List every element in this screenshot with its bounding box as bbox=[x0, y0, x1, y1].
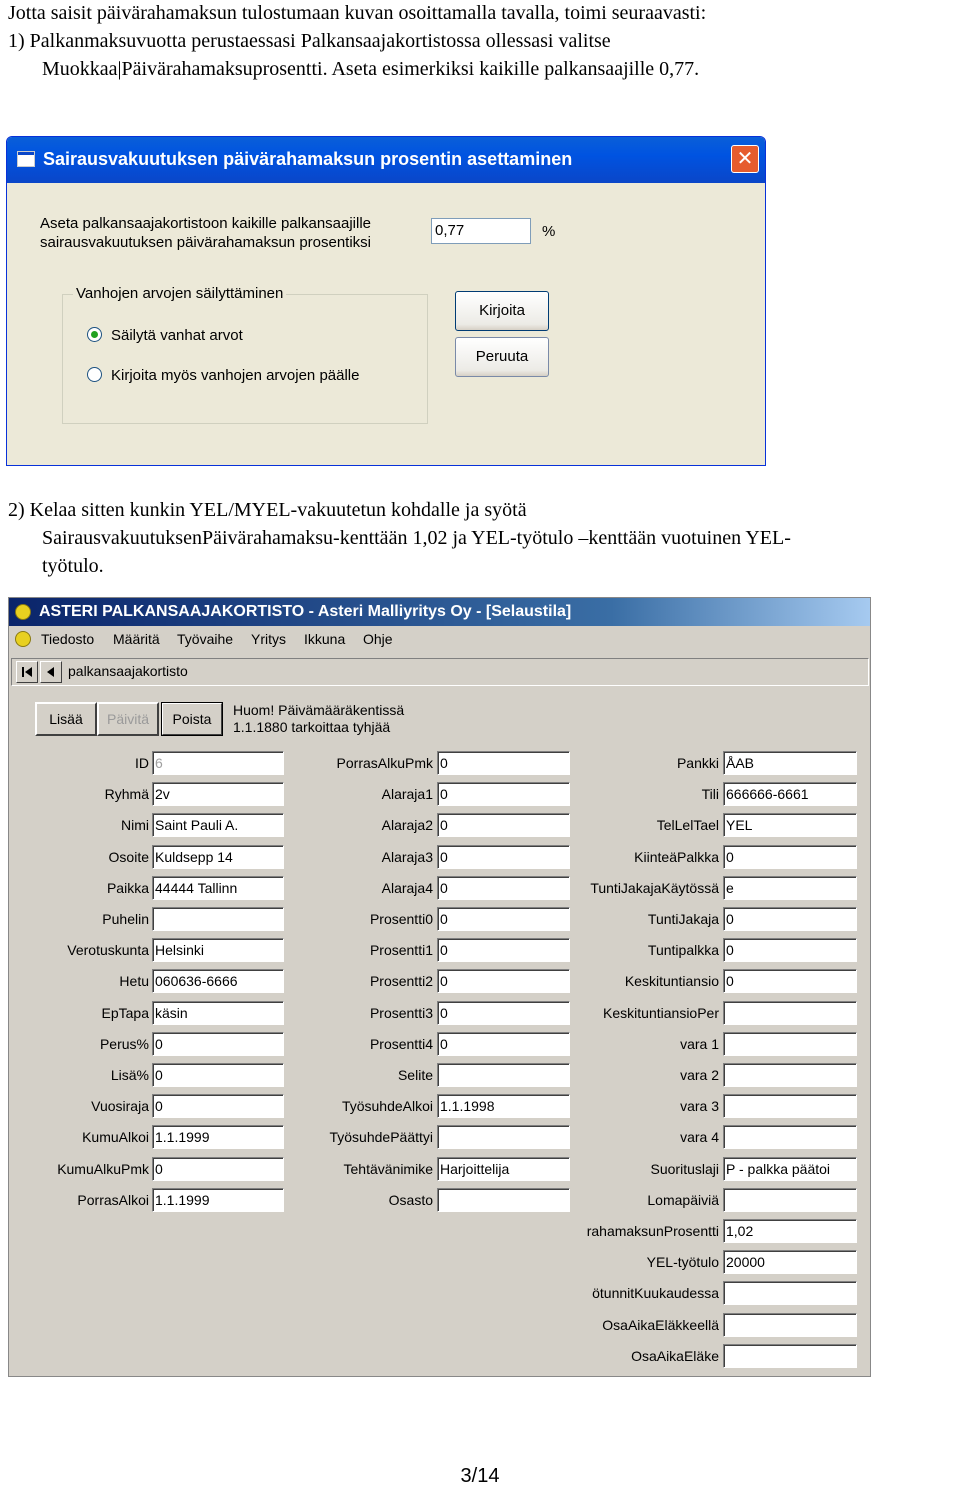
col1-field-input[interactable]: 0 bbox=[152, 1094, 284, 1118]
write-button[interactable]: Kirjoita bbox=[455, 291, 549, 331]
col2-field-label: Selite bbox=[397, 1067, 433, 1083]
col2-field-label: PorrasAlkuPmk bbox=[336, 755, 433, 771]
app-menu-icon bbox=[15, 631, 31, 647]
col3-field-label: Pankki bbox=[676, 755, 719, 771]
col2-field-input[interactable]: 1.1.1998 bbox=[437, 1094, 570, 1118]
col2-field-label: Prosentti1 bbox=[369, 942, 433, 958]
col2-field-label: TyösuhdeAlkoi bbox=[341, 1098, 433, 1114]
col2-field-input[interactable] bbox=[437, 1188, 570, 1212]
step2-line1: 2) Kelaa sitten kunkin YEL/MYEL-vakuutetun kohdalle ja syötä bbox=[8, 499, 527, 521]
col2-field-input[interactable]: 0 bbox=[437, 907, 570, 931]
col3-field-label: Tuntipalkka bbox=[647, 942, 719, 958]
col2-field-input[interactable]: 0 bbox=[437, 969, 570, 993]
col2-field-label: Prosentti0 bbox=[369, 911, 433, 927]
col3-field-label: TelLelTael bbox=[656, 817, 719, 833]
prompt-line1: Aseta palkansaajakortistoon kaikille palkansaajille bbox=[40, 215, 372, 232]
col3-field-input[interactable]: 0 bbox=[723, 938, 857, 962]
step1-line1: 1) Palkanmaksuvuotta perustaessasi Palkansaajakortistossa ollessasi valitse bbox=[8, 30, 611, 52]
col1-field-input[interactable]: Helsinki bbox=[152, 938, 284, 962]
intro-text: Jotta saisit päivärahamaksun tulostumaan kuvan osoittamalla tavalla, toimi seuraavasti: bbox=[8, 2, 707, 24]
col3-field-input[interactable] bbox=[723, 1094, 857, 1118]
menu-bar bbox=[9, 626, 870, 652]
col2-field-label: Tehtävänimike bbox=[343, 1161, 433, 1177]
col3-field-input[interactable]: P - palkka päätoi bbox=[723, 1157, 857, 1181]
menu-ohje[interactable]: Ohje bbox=[363, 631, 393, 647]
col2-field-input[interactable]: 0 bbox=[437, 938, 570, 962]
col2-field-label: Alaraja4 bbox=[381, 880, 433, 896]
col3-field-input[interactable] bbox=[723, 1125, 857, 1149]
col2-field-input[interactable]: Harjoittelija bbox=[437, 1157, 570, 1181]
close-icon[interactable]: ✕ bbox=[731, 145, 759, 173]
col3-field-input[interactable] bbox=[723, 1344, 857, 1368]
col2-field-label: Osasto bbox=[388, 1192, 433, 1208]
col1-field-input[interactable]: Saint Pauli A. bbox=[152, 813, 284, 837]
col3-field-input[interactable]: 0 bbox=[723, 845, 857, 869]
col1-field-input[interactable]: 1.1.1999 bbox=[152, 1125, 284, 1149]
window-titlebar bbox=[9, 598, 870, 626]
col3-field-input[interactable]: YEL bbox=[723, 813, 857, 837]
col3-field-label: OsaAikaEläkkeellä bbox=[602, 1317, 719, 1333]
col1-field-label: Hetu bbox=[119, 973, 149, 989]
col1-field-label: Osoite bbox=[108, 849, 149, 865]
col1-field-input[interactable]: 2v bbox=[152, 782, 284, 806]
col1-field-input[interactable]: Kuldsepp 14 bbox=[152, 845, 284, 869]
col3-field-input[interactable]: e bbox=[723, 876, 857, 900]
col1-field-input[interactable]: 6 bbox=[152, 751, 284, 775]
add-button[interactable]: Lisää bbox=[35, 702, 97, 736]
col3-field-input[interactable] bbox=[723, 1281, 857, 1305]
col3-field-label: Lomapäiviä bbox=[647, 1192, 719, 1208]
col2-field-label: Alaraja3 bbox=[381, 849, 433, 865]
window-icon bbox=[17, 151, 35, 167]
col1-field-label: Puhelin bbox=[102, 911, 149, 927]
col1-field-label: Vuosiraja bbox=[91, 1098, 149, 1114]
col3-field-label: vara 1 bbox=[680, 1036, 719, 1052]
col2-field-input[interactable]: 0 bbox=[437, 782, 570, 806]
col3-field-label: Keskituntiansio bbox=[624, 973, 719, 989]
col3-field-label: OsaAikaEläke bbox=[631, 1348, 719, 1364]
cancel-button[interactable]: Peruuta bbox=[455, 337, 549, 377]
col1-field-input[interactable]: 0 bbox=[152, 1032, 284, 1056]
col3-field-label: KeskituntiansioPer bbox=[603, 1005, 719, 1021]
col3-field-input[interactable]: 666666-6661 bbox=[723, 782, 857, 806]
col3-field-label: rahamaksunProsentti bbox=[586, 1223, 719, 1239]
col1-field-label: PorrasAlkoi bbox=[77, 1192, 149, 1208]
prompt-line2: sairausvakuutuksen päivärahamaksun prosentiksi bbox=[40, 234, 372, 251]
percent-sign: % bbox=[542, 223, 556, 240]
col2-field-label: TyösuhdePäättyi bbox=[329, 1129, 433, 1145]
keep-values-group bbox=[62, 285, 428, 424]
col1-field-input[interactable]: käsin bbox=[152, 1001, 284, 1025]
col1-field-input[interactable]: 060636-6666 bbox=[152, 969, 284, 993]
step1-line2: Muokkaa|Päivärahamaksuprosentti. Aseta esimerkiksi kaikille palkansaajille 0,77. bbox=[42, 58, 700, 80]
col2-field-label: Prosentti3 bbox=[369, 1005, 433, 1021]
col2-field-label: Alaraja1 bbox=[381, 786, 433, 802]
col3-field-input[interactable] bbox=[723, 1063, 857, 1087]
col2-field-input[interactable] bbox=[437, 1125, 570, 1149]
col3-field-label: TuntiJakajaKäytössä bbox=[590, 880, 719, 896]
group-title: Vanhojen arvojen säilyttäminen bbox=[73, 285, 286, 302]
dialog-title: Sairausvakuutuksen päivärahamaksun prosentin asettaminen bbox=[43, 149, 573, 169]
first-record-icon[interactable] bbox=[16, 661, 38, 683]
menu-tyovaihe[interactable]: Työvaihe bbox=[177, 631, 234, 647]
radio-selected-icon bbox=[87, 327, 102, 342]
col3-field-input[interactable]: 1,02 bbox=[723, 1219, 857, 1243]
record-navigator bbox=[11, 658, 869, 686]
col3-field-input[interactable]: ÅAB bbox=[723, 751, 857, 775]
col1-field-label: EpTapa bbox=[101, 1005, 149, 1021]
col3-field-label: ötunnitKuukaudessa bbox=[592, 1285, 719, 1301]
radio-keep[interactable]: Säilytä vanhat arvot bbox=[87, 327, 243, 344]
col3-field-label: KiinteäPalkka bbox=[634, 849, 719, 865]
percent-dialog bbox=[6, 136, 766, 466]
menu-ikkuna[interactable]: Ikkuna bbox=[304, 631, 346, 647]
col3-field-input[interactable] bbox=[723, 1001, 857, 1025]
date-note: Huom! Päivämääräkentissä 1.1.1880 tarkoittaa tyhjää bbox=[233, 702, 405, 735]
col3-field-label: vara 2 bbox=[680, 1067, 719, 1083]
col2-field-input[interactable]: 0 bbox=[437, 813, 570, 837]
percent-input[interactable]: 0,77 bbox=[431, 218, 531, 244]
dialog-titlebar bbox=[7, 137, 765, 183]
menu-yritys[interactable]: Yritys bbox=[251, 631, 286, 647]
col3-field-label: TuntiJakaja bbox=[647, 911, 719, 927]
col3-field-input[interactable] bbox=[723, 1313, 857, 1337]
col3-field-label: Suoritusl​aji bbox=[650, 1161, 719, 1177]
menu-maarita[interactable]: Määritä bbox=[113, 631, 160, 647]
col1-field-input[interactable]: 1.1.1999 bbox=[152, 1188, 284, 1212]
col3-field-input[interactable] bbox=[723, 1188, 857, 1212]
col1-field-label: Perus% bbox=[99, 1036, 149, 1052]
window-title: ASTERI PALKANSAAJAKORTISTO - Asteri Malliyritys Oy - [Selaustila] bbox=[39, 603, 572, 620]
col1-field-input[interactable] bbox=[152, 907, 284, 931]
radio-overwrite[interactable]: Kirjoita myös vanhojen arvojen päälle bbox=[87, 367, 359, 384]
col1-field-label: Lisä% bbox=[110, 1067, 149, 1083]
col2-field-input[interactable]: 0 bbox=[437, 1001, 570, 1025]
col3-field-label: YEL-työtulo bbox=[646, 1254, 719, 1270]
page-number: 3/14 bbox=[460, 1465, 500, 1487]
col1-field-label: Ryhmä bbox=[104, 786, 149, 802]
update-button[interactable]: Päivitä bbox=[97, 702, 159, 736]
col1-field-label: Paikka bbox=[106, 880, 149, 896]
col3-field-label: Tili bbox=[701, 786, 719, 802]
radio-empty-icon bbox=[87, 367, 102, 382]
col2-field-input[interactable]: 0 bbox=[437, 751, 570, 775]
col1-field-input[interactable]: 44444 Tallinn bbox=[152, 876, 284, 900]
delete-button[interactable]: Poista bbox=[161, 702, 223, 736]
step2-line2: SairausvakuutuksenPäivärahamaksu-kenttään 1,02 ja YEL-työtulo –kenttään vuotuinen YEL- bbox=[42, 527, 791, 549]
col3-field-label: vara 4 bbox=[680, 1129, 719, 1145]
col1-field-input[interactable]: 0 bbox=[152, 1157, 284, 1181]
payee-register-window bbox=[8, 597, 871, 1377]
menu-tiedosto[interactable]: Tiedosto bbox=[41, 631, 95, 647]
col2-field-label: Alaraja2 bbox=[381, 817, 433, 833]
col3-field-label: vara 3 bbox=[680, 1098, 719, 1114]
col1-field-label: ID bbox=[135, 755, 149, 771]
col1-field-input[interactable]: 0 bbox=[152, 1063, 284, 1087]
col2-field-input[interactable]: 0 bbox=[437, 876, 570, 900]
col3-field-input[interactable]: 0 bbox=[723, 969, 857, 993]
col3-field-input[interactable]: 20000 bbox=[723, 1250, 857, 1274]
col2-field-input[interactable]: 0 bbox=[437, 845, 570, 869]
app-icon bbox=[15, 604, 31, 620]
col1-field-label: Nimi bbox=[121, 817, 149, 833]
col2-field-input[interactable]: 0 bbox=[437, 1032, 570, 1056]
prev-record-icon[interactable] bbox=[40, 661, 62, 683]
col2-field-label: Prosentti2 bbox=[369, 973, 433, 989]
step2-line3: työtulo. bbox=[42, 555, 104, 577]
col1-field-label: Verotuskunta bbox=[67, 942, 149, 958]
col1-field-label: KumuAlkuPmk bbox=[57, 1161, 149, 1177]
col1-field-label: KumuAlkoi bbox=[82, 1129, 149, 1145]
col2-field-input[interactable] bbox=[437, 1063, 570, 1087]
col2-field-label: Prosentti4 bbox=[369, 1036, 433, 1052]
col3-field-input[interactable]: 0 bbox=[723, 907, 857, 931]
col3-field-input[interactable] bbox=[723, 1032, 857, 1056]
nav-label: palkansaajakortisto bbox=[68, 663, 188, 679]
